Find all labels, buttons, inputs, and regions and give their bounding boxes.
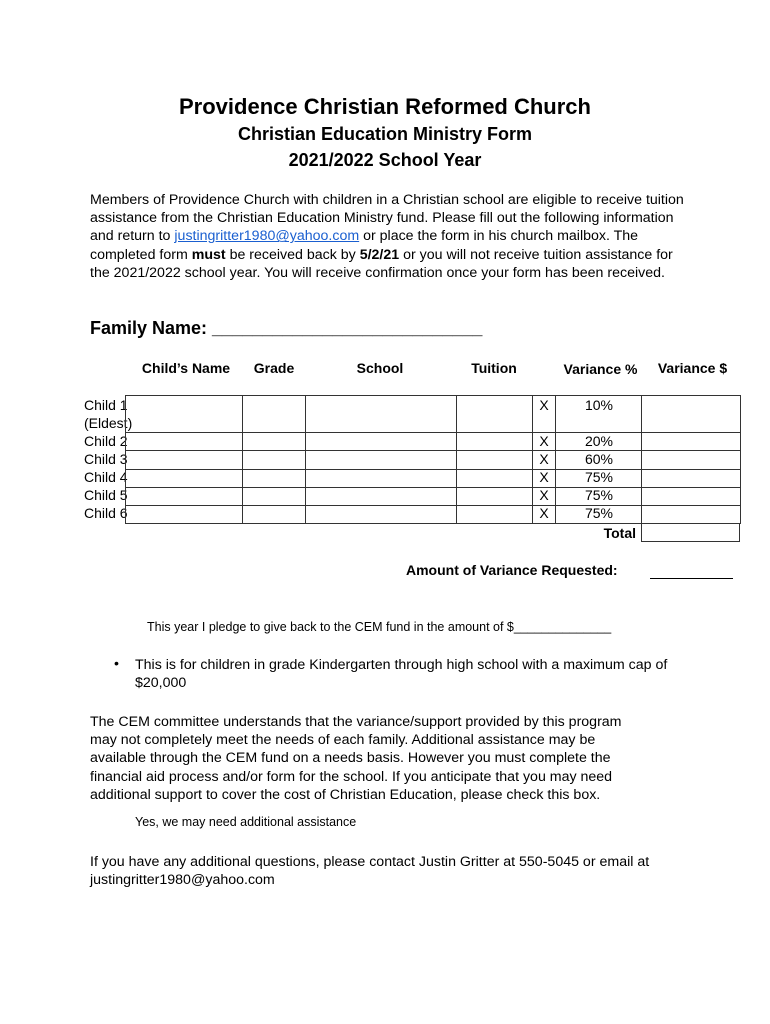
- variance-dollar-field[interactable]: [641, 469, 741, 488]
- child-name-field[interactable]: [125, 395, 243, 433]
- mark-x: X: [539, 451, 549, 467]
- grade-field[interactable]: [242, 487, 306, 506]
- school-year: 2021/2022 School Year: [288, 150, 482, 170]
- email-link[interactable]: justingritter1980@yahoo.com: [174, 228, 360, 245]
- total-label: Total: [603, 525, 636, 541]
- mark-x: X: [539, 487, 549, 503]
- contact-paragraph: If you have any additional questions, please contact Justin Gritter at 550-5045 or email at justingritter1980@yahoo.com: [90, 854, 650, 889]
- header-grade: Grade: [253, 360, 295, 376]
- variance-pct: 10%: [584, 397, 614, 413]
- variance-pct: 60%: [584, 451, 614, 467]
- variance-dollar-field[interactable]: [641, 505, 741, 524]
- header-school: School: [356, 360, 404, 376]
- variance-pct: 20%: [584, 433, 614, 449]
- school-field[interactable]: [305, 432, 457, 451]
- child-name-field[interactable]: [125, 487, 243, 506]
- church-title: Providence Christian Reformed Church: [179, 94, 591, 119]
- variance-dollar-field[interactable]: [641, 450, 741, 470]
- school-field[interactable]: [305, 395, 457, 433]
- grade-field[interactable]: [242, 469, 306, 488]
- row-label-child-4: Child 4: [84, 469, 128, 485]
- grade-field[interactable]: [242, 505, 306, 524]
- header-variance-dollar: Variance $: [657, 360, 728, 376]
- header-tuition: Tuition: [471, 360, 517, 376]
- header-child-name: Child’s Name: [141, 360, 231, 376]
- form-title: Christian Education Ministry Form: [237, 124, 533, 144]
- school-field[interactable]: [305, 487, 457, 506]
- intro-text: be received back by: [225, 246, 360, 263]
- tuition-field[interactable]: [456, 450, 533, 470]
- child-name-field[interactable]: [125, 505, 243, 524]
- tuition-field[interactable]: [456, 487, 533, 506]
- variance-dollar-field[interactable]: [641, 395, 741, 433]
- grade-field[interactable]: [242, 450, 306, 470]
- child-name-field[interactable]: [125, 450, 243, 470]
- mark-x: X: [539, 397, 549, 413]
- row-label-child-2: Child 2: [84, 433, 128, 449]
- mark-x: X: [539, 505, 549, 521]
- row-label-child-5: Child 5: [84, 487, 128, 503]
- row-label-eldest: (Eldest): [84, 415, 133, 431]
- total-field[interactable]: [641, 523, 740, 542]
- school-field[interactable]: [305, 469, 457, 488]
- intro-paragraph: [90, 191, 690, 282]
- committee-paragraph: The CEM committee understands that the variance/support provided by this program may not completely meet the needs of each family. Additional assistance may be available through the CEM fund on a needs basis. However you must complete the financial aid process and/or form for the school. If you anticipate that you may need additional support to cover the cost of Christian Education, please check this box.: [90, 714, 622, 803]
- child-name-field[interactable]: [125, 432, 243, 451]
- grade-field[interactable]: [242, 395, 306, 433]
- row-label-child-3: Child 3: [84, 451, 128, 467]
- header-variance-pct: Variance %: [563, 361, 638, 377]
- variance-pct: 75%: [584, 487, 614, 503]
- mark-x: X: [539, 469, 549, 485]
- emphasis-must: must: [191, 246, 226, 263]
- variance-dollar-field[interactable]: [641, 432, 741, 451]
- school-field[interactable]: [305, 450, 457, 470]
- tuition-field[interactable]: [456, 432, 533, 451]
- deadline: 5/2/21: [359, 246, 400, 263]
- tuition-field[interactable]: [456, 469, 533, 488]
- pledge-line[interactable]: This year I pledge to give back to the CEM fund in the amount of $______________: [147, 620, 612, 634]
- tuition-field[interactable]: [456, 395, 533, 433]
- grade-field[interactable]: [242, 432, 306, 451]
- child-name-field[interactable]: [125, 469, 243, 488]
- bullet-icon: •: [114, 656, 119, 672]
- intro-text: or place the form in his church mailbox. The completed form: [90, 228, 639, 263]
- tuition-field[interactable]: [456, 505, 533, 524]
- family-name-field[interactable]: Family Name: ___________________________: [90, 318, 483, 338]
- variance-pct: 75%: [584, 505, 614, 521]
- variance-dollar-field[interactable]: [641, 487, 741, 506]
- assistance-checkbox-label[interactable]: Yes, we may need additional assistance: [135, 815, 357, 829]
- amount-requested-field[interactable]: [650, 578, 733, 579]
- mark-x: X: [539, 433, 549, 449]
- row-label-child-1: Child 1: [84, 397, 128, 413]
- school-field[interactable]: [305, 505, 457, 524]
- amount-requested-label: Amount of Variance Requested:: [406, 562, 618, 578]
- row-label-child-6: Child 6: [84, 505, 128, 521]
- variance-pct: 75%: [584, 469, 614, 485]
- intro-text: Members of Providence Church with children in a Christian school are eligible to receive tuition assistance from the Christian Education Ministry fund. Please fill out the following information and return to: [90, 192, 684, 245]
- bullet-text: This is for children in grade Kindergarten through high school with a maximum cap of $20,000: [135, 657, 668, 692]
- intro-text: or you will not receive tuition assistance for the 2021/2022 school year. You will receive confirmation once your form has been received.: [90, 246, 673, 281]
